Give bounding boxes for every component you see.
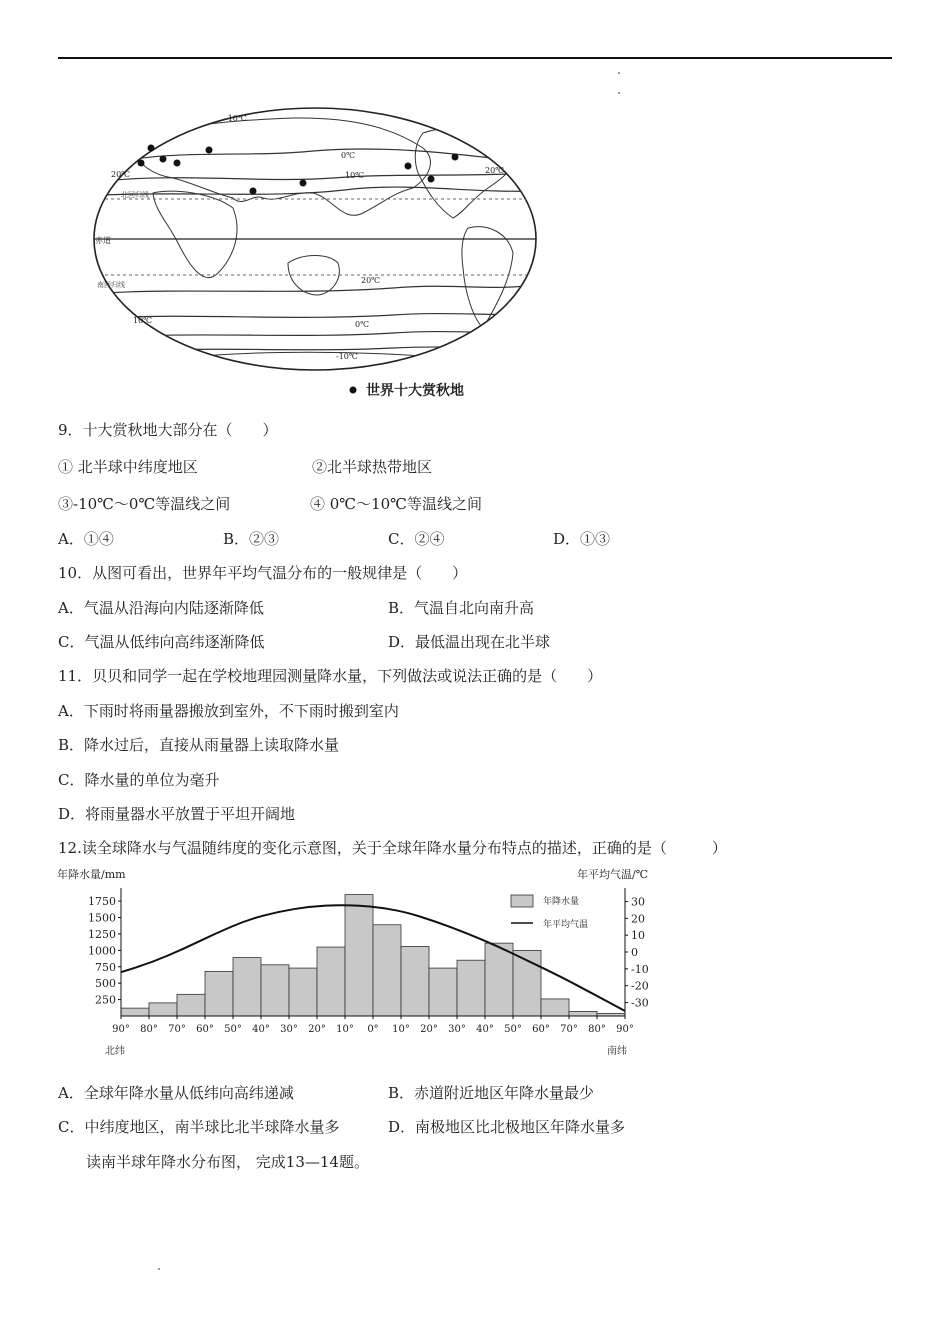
scan-dot <box>158 1268 160 1270</box>
q11-option-a[interactable]: A．下雨时将雨量器搬放到室外，不下雨时搬到室内 <box>58 702 399 720</box>
autumn-site-dot <box>405 163 412 170</box>
isotherm-label: 20℃ <box>485 166 505 175</box>
legend-bar-label: 年降水量 <box>543 897 580 907</box>
q13-intro: 读南半球年降水分布图， 完成13—14题。 <box>86 1153 369 1171</box>
x-axis-north-label: 北纬 <box>105 1046 125 1057</box>
precip-bar <box>177 994 205 1016</box>
precip-bar <box>261 965 289 1016</box>
q9-statement-3: ③-10℃～0℃等温线之间 <box>58 495 231 513</box>
autumn-site-dot <box>174 160 181 167</box>
autumn-site-dot <box>206 147 213 154</box>
legend-line-label: 年平均气温 <box>543 920 589 930</box>
q9-option-a[interactable]: A．①④ <box>58 530 114 548</box>
right-tick-label: -30 <box>631 996 649 1010</box>
left-tick-label: 1750 <box>88 895 116 909</box>
q11-stem: 11．贝贝和同学一起在学校地理园测量降水量，下列做法或说法正确的是（ ） <box>58 667 603 685</box>
tropic-north-label: 北回归线 <box>121 191 149 199</box>
x-tick-label: 10° <box>336 1024 354 1035</box>
precip-bar <box>289 968 317 1016</box>
precip-bar <box>541 999 569 1016</box>
precip-bar <box>457 960 485 1016</box>
precip-bar <box>401 946 429 1016</box>
x-tick-label: 40° <box>252 1024 270 1035</box>
q10-option-c[interactable]: C．气温从低纬向高纬逐渐降低 <box>58 633 265 651</box>
scan-dot <box>618 72 620 74</box>
x-tick-label: 10° <box>392 1024 410 1035</box>
isotherm-label: 20℃ <box>111 170 131 179</box>
q9-statement-4: ④ 0℃～10℃等温线之间 <box>310 495 482 513</box>
autumn-site-dot <box>452 154 459 161</box>
q10-option-d[interactable]: D．最低温出现在北半球 <box>388 633 551 651</box>
right-tick-label: 10 <box>631 929 645 943</box>
q10-option-a[interactable]: A．气温从沿海向内陆逐渐降低 <box>58 599 264 617</box>
x-axis-south-label: 南纬 <box>607 1046 627 1057</box>
autumn-site-dot <box>300 180 307 187</box>
autumn-site-dot <box>160 156 167 163</box>
q12-option-a[interactable]: A．全球年降水量从低纬向高纬递减 <box>58 1084 294 1102</box>
q11-option-b[interactable]: B．降水过后，直接从雨量器上读取降水量 <box>58 736 340 754</box>
autumn-site-dot <box>428 176 435 183</box>
precip-bar <box>233 958 261 1016</box>
q12-option-b[interactable]: B．赤道附近地区年降水量最少 <box>388 1084 595 1102</box>
isotherm-label: 20℃ <box>361 276 381 285</box>
x-tick-label: 80° <box>588 1024 606 1035</box>
right-axis-title: 年平均气温/℃ <box>577 868 649 881</box>
chart-svg <box>55 866 675 1060</box>
legend-bar-swatch <box>511 895 533 907</box>
right-tick-label: 20 <box>631 912 645 926</box>
x-tick-label: 30° <box>448 1024 466 1035</box>
isotherm-label: -10℃ <box>336 352 358 361</box>
left-tick-label: 500 <box>95 977 116 991</box>
precip-bar <box>205 971 233 1016</box>
q11-option-d[interactable]: D．将雨量器水平放置于平坦开阔地 <box>58 805 296 823</box>
left-tick-label: 250 <box>95 993 116 1007</box>
x-tick-label: 30° <box>280 1024 298 1035</box>
precip-bar <box>373 925 401 1016</box>
isotherm-label: -10℃ <box>225 114 247 123</box>
left-tick-label: 1500 <box>88 911 116 925</box>
isotherm-label: 0℃ <box>355 320 370 329</box>
q12-option-d[interactable]: D．南极地区比北极地区年降水量多 <box>388 1118 626 1136</box>
x-tick-label: 90° <box>112 1024 130 1035</box>
right-tick-label: -10 <box>631 962 649 976</box>
x-tick-label: 60° <box>532 1024 550 1035</box>
x-tick-label: 60° <box>196 1024 214 1035</box>
right-tick-label: -20 <box>631 979 649 993</box>
x-tick-label: 50° <box>224 1024 242 1035</box>
scan-dot <box>618 92 620 94</box>
left-tick-label: 1250 <box>88 927 116 941</box>
q9-stem: 9．十大赏秋地大部分在（ ） <box>58 421 278 439</box>
left-tick-label: 750 <box>95 960 116 974</box>
header-rule <box>58 57 892 59</box>
q12-option-c[interactable]: C．中纬度地区，南半球比北半球降水量多 <box>58 1118 340 1136</box>
right-tick-label: 30 <box>631 895 645 909</box>
right-tick-label: 0 <box>631 946 638 959</box>
equator-label: 赤道 <box>95 236 111 245</box>
x-tick-label: 70° <box>168 1024 186 1035</box>
isotherm-label: 0℃ <box>341 151 356 160</box>
x-tick-label: 70° <box>560 1024 578 1035</box>
x-tick-label: 80° <box>140 1024 158 1035</box>
precip-bar <box>149 1003 177 1016</box>
world-isotherm-map <box>93 103 553 405</box>
q10-option-b[interactable]: B．气温自北向南升高 <box>388 599 535 617</box>
q12-stem: 12.读全球降水与气温随纬度的变化示意图，关于全球年降水量分布特点的描述，正确的是（ ） <box>58 839 727 857</box>
left-axis-title: 年降水量/mm <box>57 868 126 881</box>
precip-bar <box>569 1011 597 1016</box>
precip-bar <box>317 947 345 1016</box>
autumn-site-dot <box>138 160 145 167</box>
precip-bar <box>121 1008 149 1016</box>
precip-temp-chart <box>55 866 675 1060</box>
map-svg <box>93 103 553 405</box>
autumn-site-dot <box>250 188 257 195</box>
isotherm-label: 10℃ <box>133 316 153 325</box>
x-tick-label: 20° <box>308 1024 326 1035</box>
isotherm-label: 10℃ <box>345 171 365 180</box>
q9-option-d[interactable]: D．①③ <box>553 530 611 548</box>
q9-statement-1: ① 北半球中纬度地区 <box>58 458 198 476</box>
x-tick-label: 20° <box>420 1024 438 1035</box>
q10-stem: 10．从图可看出，世界年平均气温分布的一般规律是（ ） <box>58 564 468 582</box>
map-legend-label: 世界十大赏秋地 <box>366 383 464 399</box>
left-tick-label: 1000 <box>88 944 116 958</box>
precip-bar <box>429 968 457 1016</box>
precip-bar <box>345 895 373 1016</box>
q9-option-b[interactable]: B．②③ <box>223 530 280 548</box>
x-tick-label: 90° <box>616 1024 634 1035</box>
x-tick-label: 0° <box>367 1024 379 1035</box>
q11-option-c[interactable]: C．降水量的单位为毫升 <box>58 771 220 789</box>
legend-marker-icon <box>350 387 357 394</box>
autumn-site-dot <box>148 145 155 152</box>
precip-bar <box>485 943 513 1016</box>
x-tick-label: 50° <box>504 1024 522 1035</box>
q9-statement-2: ②北半球热带地区 <box>312 458 433 476</box>
tropic-south-label: 南回归线 <box>97 281 125 289</box>
q9-option-c[interactable]: C．②④ <box>388 530 445 548</box>
x-tick-label: 40° <box>476 1024 494 1035</box>
